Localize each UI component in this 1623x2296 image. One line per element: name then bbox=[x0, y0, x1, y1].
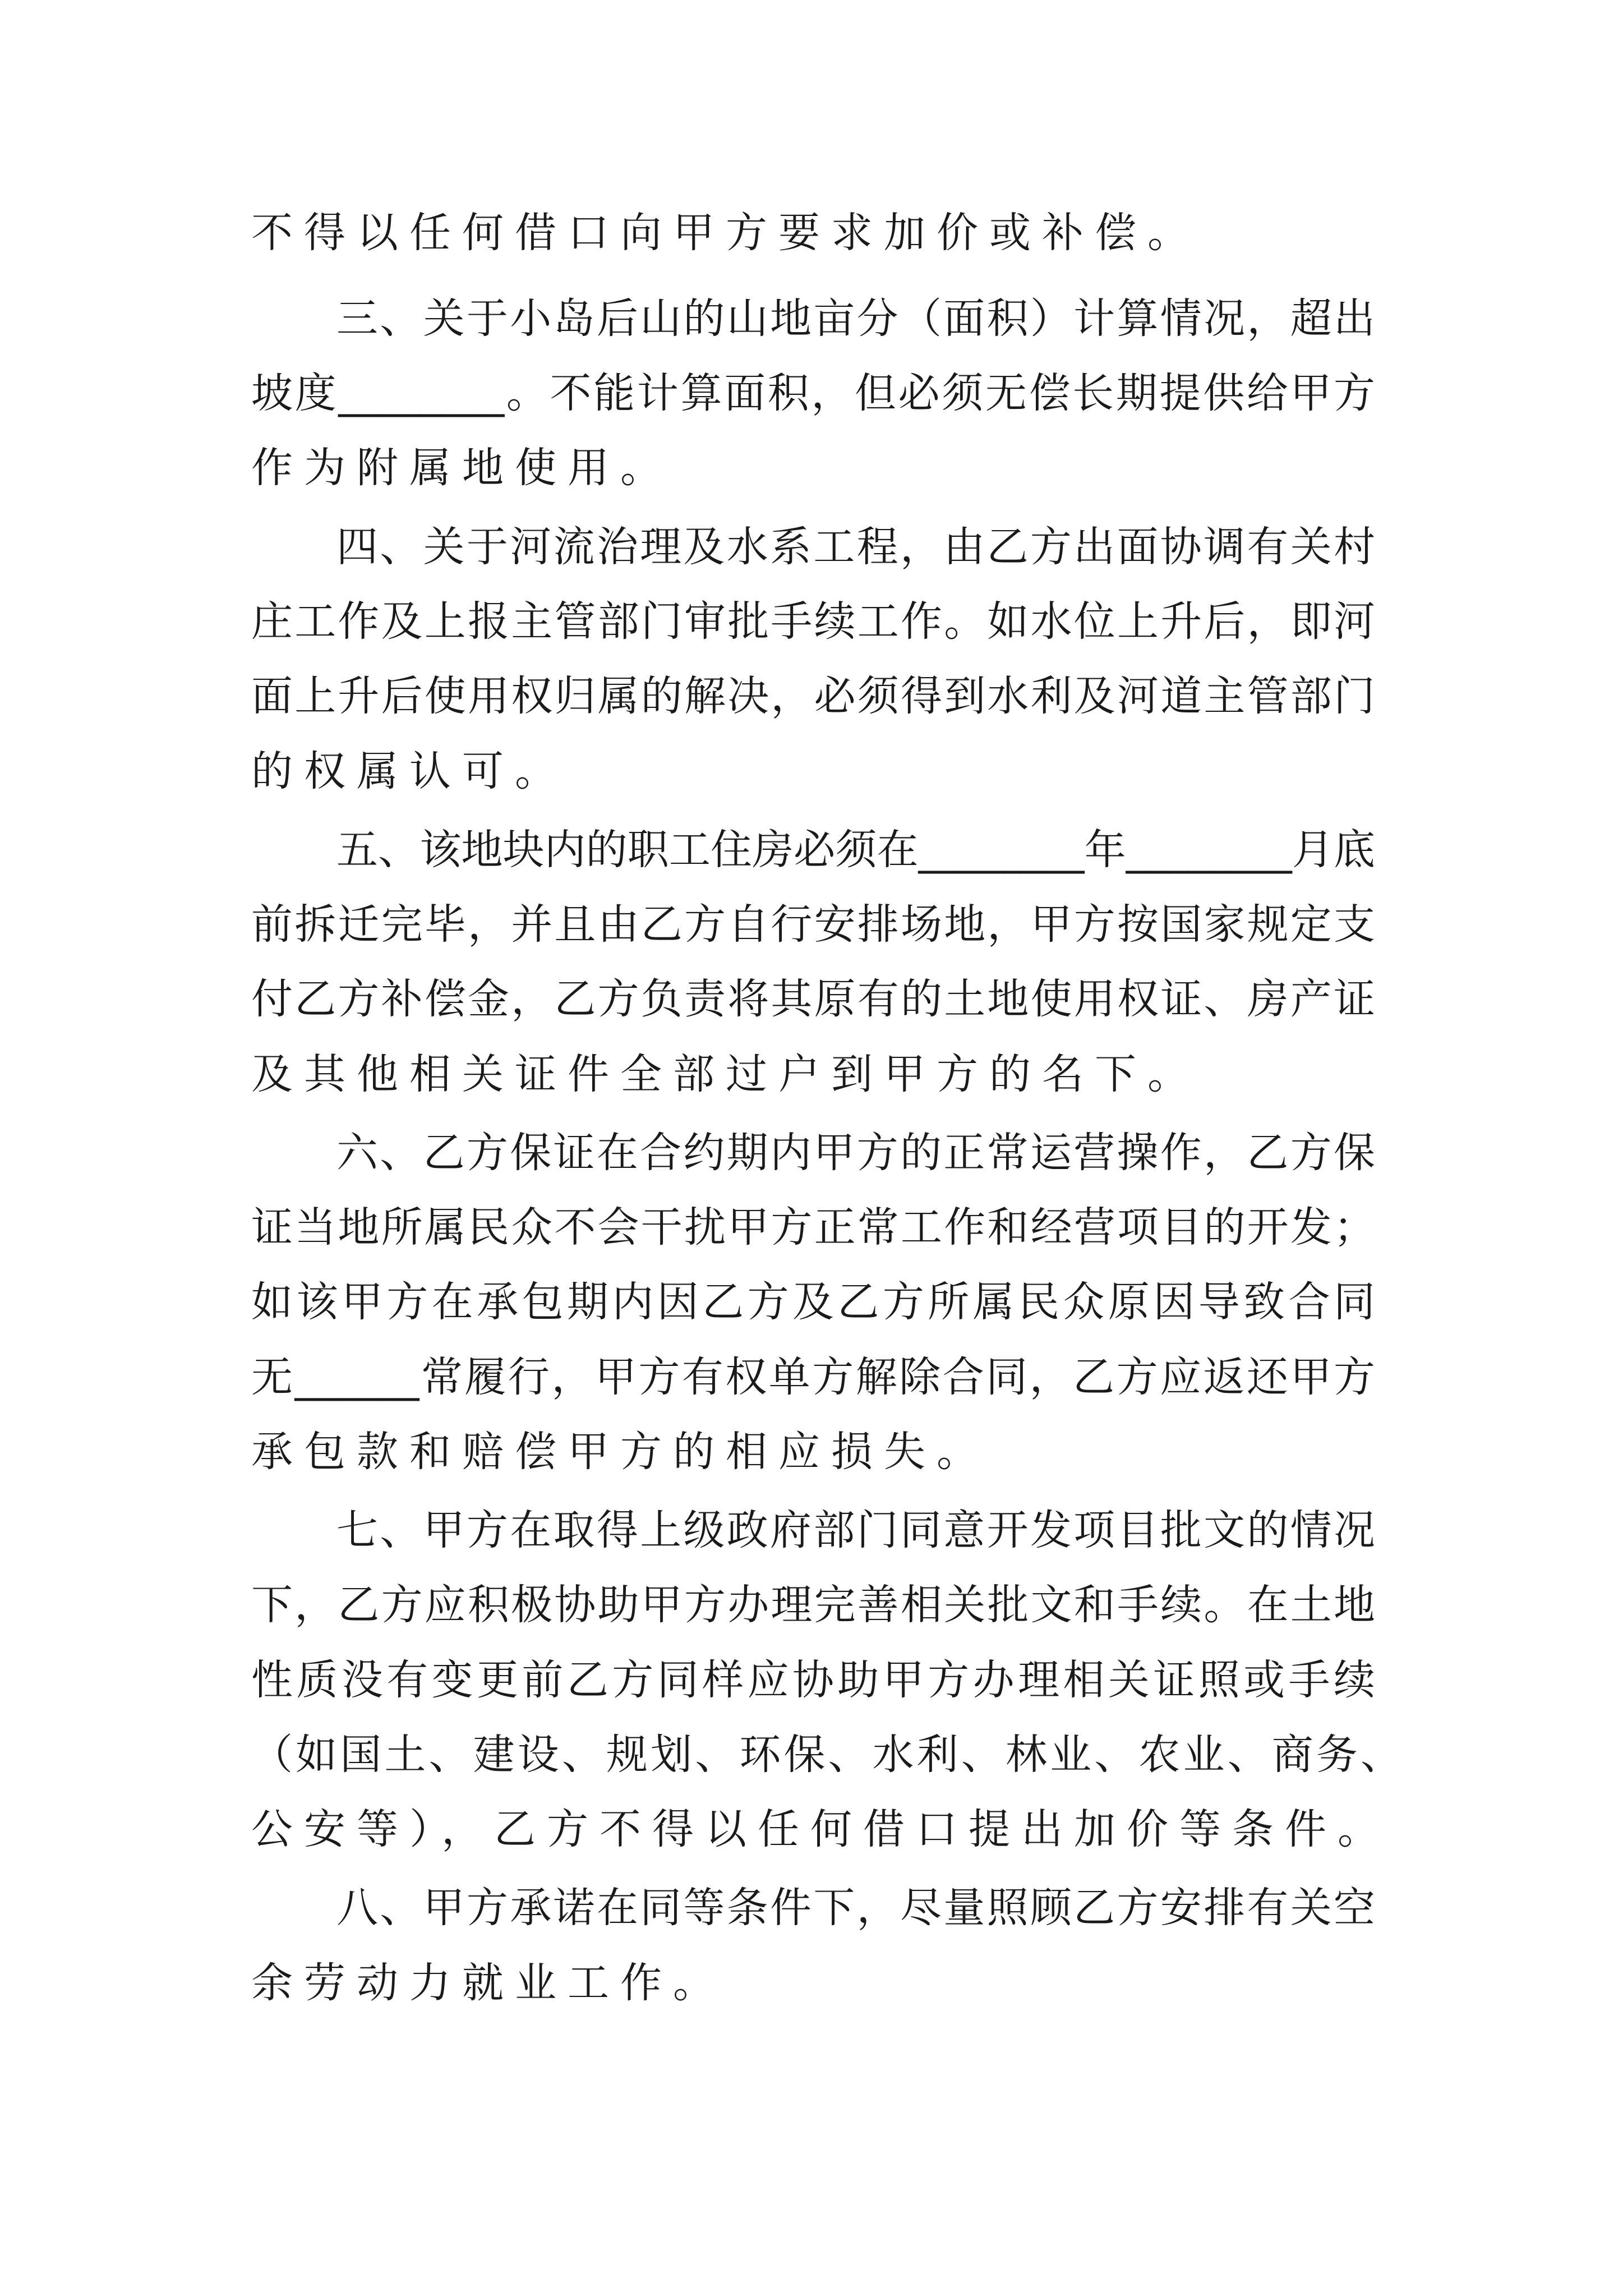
text-line: （如国土、建设、规划、环保、水利、林业、农业、商务、 bbox=[251, 1731, 1402, 1779]
text-line: 余劳动力就业工作。 bbox=[251, 1959, 726, 2007]
text-line: 庄工作及上报主管部门审批手续工作。如水位上升后，即河 bbox=[251, 597, 1375, 646]
text-line: 五、该地块内的职工住房必须在________年________月底 bbox=[336, 826, 1375, 874]
text-line: 六、乙方保证在合约期内甲方的正常运营操作，乙方保 bbox=[336, 1129, 1375, 1177]
text-line: 的权属认可。 bbox=[251, 747, 568, 795]
text-line: 下，乙方应积极协助甲方办理完善相关批文和手续。在土地 bbox=[251, 1581, 1375, 1629]
text-line: 作为附属地使用。 bbox=[251, 444, 673, 492]
text-line: 证当地所属民众不会干扰甲方正常工作和经营项目的开发； bbox=[251, 1203, 1375, 1251]
text-line: 三、关于小岛后山的山地亩分（面积）计算情况，超出 bbox=[336, 295, 1375, 343]
text-line: 承包款和赔偿甲方的相应损失。 bbox=[251, 1428, 989, 1476]
text-line: 四、关于河流治理及水系工程，由乙方出面协调有关村 bbox=[336, 523, 1375, 571]
text-line: 性质没有变更前乙方同样应协助甲方办理相关证照或手续 bbox=[251, 1656, 1375, 1704]
text-line: 面上升后使用权归属的解决，必须得到水利及河道主管部门 bbox=[251, 672, 1375, 720]
text-line: 不得以任何借口向甲方要求加价或补偿。 bbox=[251, 209, 1200, 257]
text-line: 付乙方补偿金，乙方负责将其原有的土地使用权证、房产证 bbox=[251, 975, 1375, 1023]
text-line: 坡度________。不能计算面积，但必须无偿长期提供给甲方 bbox=[251, 369, 1375, 417]
text-line: 七、甲方在取得上级政府部门同意开发项目批文的情况 bbox=[336, 1506, 1375, 1554]
text-line: 无______常履行，甲方有权单方解除合同，乙方应返还甲方 bbox=[251, 1353, 1375, 1401]
text-line: 前拆迁完毕，并且由乙方自行安排场地，甲方按国家规定支 bbox=[251, 900, 1375, 949]
text-line: 公安等），乙方不得以任何借口提出加价等条件。 bbox=[251, 1805, 1390, 1853]
text-line: 及其他相关证件全部过户到甲方的名下。 bbox=[251, 1050, 1200, 1098]
text-line: 如该甲方在承包期内因乙方及乙方所属民众原因导致合同 bbox=[251, 1278, 1375, 1326]
text-line: 八、甲方承诺在同等条件下，尽量照顾乙方安排有关空 bbox=[336, 1884, 1375, 1932]
